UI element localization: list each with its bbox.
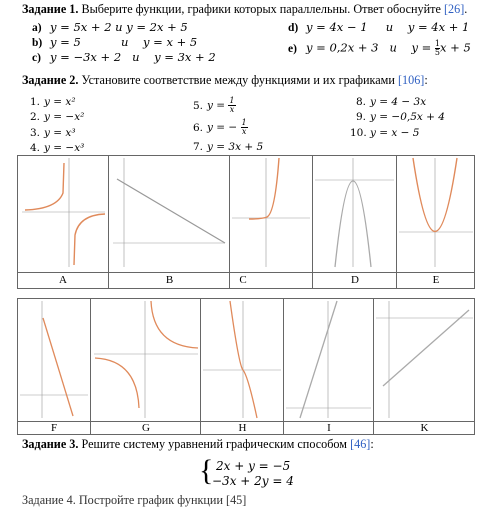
graph-label-d: D <box>351 274 359 286</box>
graph-label-a: A <box>59 274 67 286</box>
task4-title-partial: Задание 4. Постройте график функции [45] <box>22 493 247 507</box>
line-graph <box>117 179 225 243</box>
frac-den: x <box>229 105 235 114</box>
task3-prefix: Задание 3. <box>22 437 79 451</box>
graph-k <box>376 301 473 418</box>
fn-expr: y = − <box>207 121 241 134</box>
graph-c <box>232 158 310 267</box>
frac-den: 5 <box>434 48 441 57</box>
function-3 <box>24 127 76 139</box>
fn-expr: y = <box>207 99 229 112</box>
fn-expr: y = −0,5x + 4 <box>370 111 445 123</box>
fn-num: 3. <box>29 127 40 139</box>
graph-f <box>20 301 88 418</box>
graph-label-b: B <box>165 274 174 286</box>
system-eq-2: −3x + 2y = 4 <box>212 474 294 488</box>
function-4 <box>24 142 84 154</box>
graph-label-g: G <box>142 422 150 434</box>
fn-expr: y = 3x + 5 <box>207 141 264 153</box>
frac-den: x <box>241 127 247 136</box>
task1-ref: [26] <box>443 2 465 16</box>
item-label: e) <box>288 42 297 55</box>
fn-num: 7. <box>192 141 203 153</box>
graph-label-e: E <box>432 274 440 286</box>
task2-colon: : <box>424 73 428 87</box>
graphs-row-1 <box>17 155 475 289</box>
item-label: a) <box>32 22 42 34</box>
hyperbola-branch <box>95 358 139 408</box>
fn-num: 5. <box>192 99 203 112</box>
fn-expr: y = 4 − 3x <box>370 96 427 108</box>
task1-item-a <box>32 20 188 34</box>
system-brace: { <box>199 454 214 487</box>
task1-item-c <box>32 50 216 64</box>
function-8 <box>350 96 426 108</box>
item-label: d) <box>288 22 299 34</box>
fn-expr: y = x − 5 <box>370 127 420 139</box>
fraction <box>241 119 248 136</box>
item-text: y = 5 и y = x + 5 <box>50 35 198 49</box>
graphs-row-1-svg <box>17 155 475 289</box>
frac-num: 1 <box>434 39 441 48</box>
hyperbola-branch <box>25 163 64 210</box>
fn-num: 1. <box>29 96 40 108</box>
task1-item-e <box>288 40 471 57</box>
task1-item-b <box>32 35 197 49</box>
graph-e <box>399 158 473 267</box>
line-graph <box>43 318 73 416</box>
task2-ref: [106] <box>397 73 425 87</box>
curve <box>249 158 279 219</box>
function-2 <box>24 111 84 123</box>
task3-text: Решите систему уравнений графическим способом <box>78 437 351 451</box>
fn-expr: y = x³ <box>44 127 76 139</box>
task1-text: Выберите функции, графики которых параллельны. Ответ обоснуйте <box>78 2 444 16</box>
item-tail: x + 5 <box>440 40 471 55</box>
fn-num: 10. <box>350 127 367 139</box>
hyperbola-branch <box>74 214 105 265</box>
row1-border <box>18 156 475 289</box>
function-10 <box>350 127 419 139</box>
item-label: b) <box>32 37 43 49</box>
fn-expr: y = −x³ <box>44 142 85 154</box>
graph-b <box>113 158 225 267</box>
task1-prefix: Задание 1. <box>22 2 79 16</box>
item-text: y = 5x + 2 и y = 2x + 5 <box>50 20 188 34</box>
curve <box>230 301 257 418</box>
graph-label-h: H <box>238 422 247 434</box>
graph-label-k: K <box>420 422 429 434</box>
function-6 <box>187 119 248 136</box>
item-text: y = −3x + 2 и y = 3x + 2 <box>50 50 216 64</box>
fn-expr: y = −x² <box>44 111 85 123</box>
frac-num: 1 <box>229 96 235 105</box>
task3-title <box>22 437 374 452</box>
graph-a <box>22 158 105 267</box>
function-1 <box>24 96 76 108</box>
task2-prefix: Задание 2. <box>22 73 79 87</box>
task3-ref: [46] <box>350 437 371 451</box>
function-7 <box>187 141 263 153</box>
task1-item-d <box>288 20 469 34</box>
fn-num: 8. <box>355 96 366 108</box>
task1-title <box>22 2 467 17</box>
fn-num: 9. <box>355 111 366 123</box>
item-text: y = 0,2x + 3 и y = <box>306 40 435 55</box>
task3-colon: : <box>370 437 374 451</box>
graph-label-i: I <box>327 422 331 434</box>
system-eq-1: 2x + y = −5 <box>216 459 291 473</box>
fn-num: 6. <box>192 121 203 134</box>
graph-i <box>286 301 371 418</box>
task2-title <box>22 73 428 88</box>
frac-num: 1 <box>241 118 247 127</box>
graph-label-f: F <box>50 422 58 434</box>
function-9 <box>350 111 445 123</box>
line-graph <box>383 310 469 386</box>
fn-num: 2. <box>29 111 40 123</box>
graph-h <box>203 301 281 418</box>
hyperbola-branch <box>151 301 198 348</box>
line-graph <box>300 301 337 418</box>
item-text: y = 4x − 1 и y = 4x + 1 <box>306 20 470 34</box>
fraction <box>228 97 235 114</box>
graph-d <box>315 158 394 267</box>
task2-text: Установите соответствие между функциями и их графиками <box>78 73 398 87</box>
item-label: c) <box>32 52 41 64</box>
graphs-row-2 <box>17 298 475 435</box>
graph-label-c: C <box>239 274 247 286</box>
fn-expr: y = x² <box>44 96 76 108</box>
graph-g <box>94 301 198 418</box>
graphs-row-2-svg <box>17 298 475 435</box>
task1-dot: . <box>464 2 468 16</box>
fn-num: 4. <box>29 142 40 154</box>
function-5 <box>187 97 236 114</box>
